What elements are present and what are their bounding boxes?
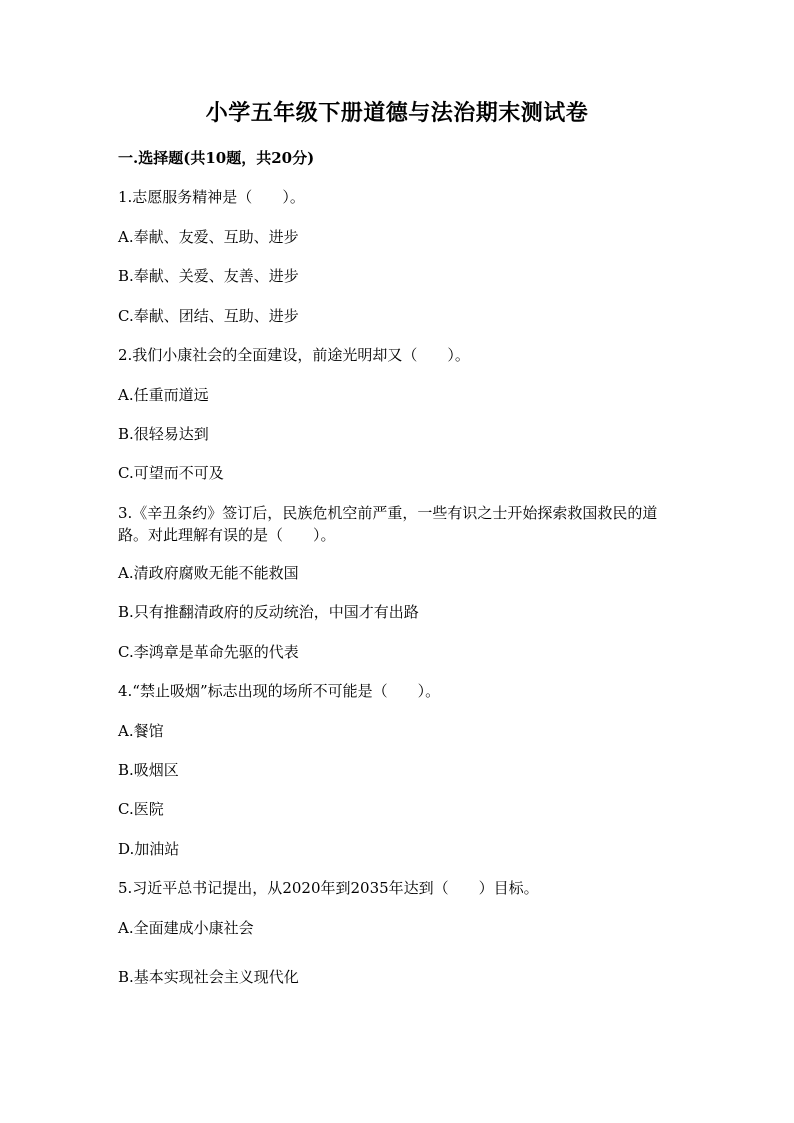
option-3b: B.只有推翻清政府的反动统治，中国才有出路 <box>118 603 419 621</box>
option-1c: C.奉献、团结、互助、进步 <box>118 307 299 325</box>
question-3: 3.《辛丑条约》签订后，民族危机空前严重，一些有识之士开始探索救国救民的道路。对此理解有误的是（ ）。 <box>118 504 658 544</box>
question-5: 5.习近平总书记提出，从2020年到2035年达到（ ）目标。 <box>118 879 539 897</box>
option-1a: A.奉献、友爱、互助、进步 <box>118 228 299 246</box>
option-4a: A.餐馆 <box>118 722 164 740</box>
question-2: 2.我们小康社会的全面建设，前途光明却又（ ）。 <box>118 346 470 364</box>
option-4c: C.医院 <box>118 800 164 818</box>
question-4: 4.“禁止吸烟”标志出现的场所不可能是（ ）。 <box>118 682 441 700</box>
question-1: 1.志愿服务精神是（ ）。 <box>118 188 305 206</box>
option-2c: C.可望而不可及 <box>118 464 224 482</box>
option-4d: D.加油站 <box>118 840 180 858</box>
option-5b: B.基本实现社会主义现代化 <box>118 968 299 986</box>
option-4b: B.吸烟区 <box>118 761 179 779</box>
option-1b: B.奉献、关爱、友善、进步 <box>118 267 299 285</box>
option-3c: C.李鸿章是革命先驱的代表 <box>118 643 299 661</box>
option-2a: A.任重而道远 <box>118 386 209 404</box>
option-5a: A.全面建成小康社会 <box>118 919 254 937</box>
section-heading: 一.选择题(共10题，共20分) <box>118 149 315 167</box>
option-2b: B.很轻易达到 <box>118 425 209 443</box>
page-title: 小学五年级下册道德与法治期末测试卷 <box>205 100 589 126</box>
option-3a: A.清政府腐败无能不能救国 <box>118 564 299 582</box>
